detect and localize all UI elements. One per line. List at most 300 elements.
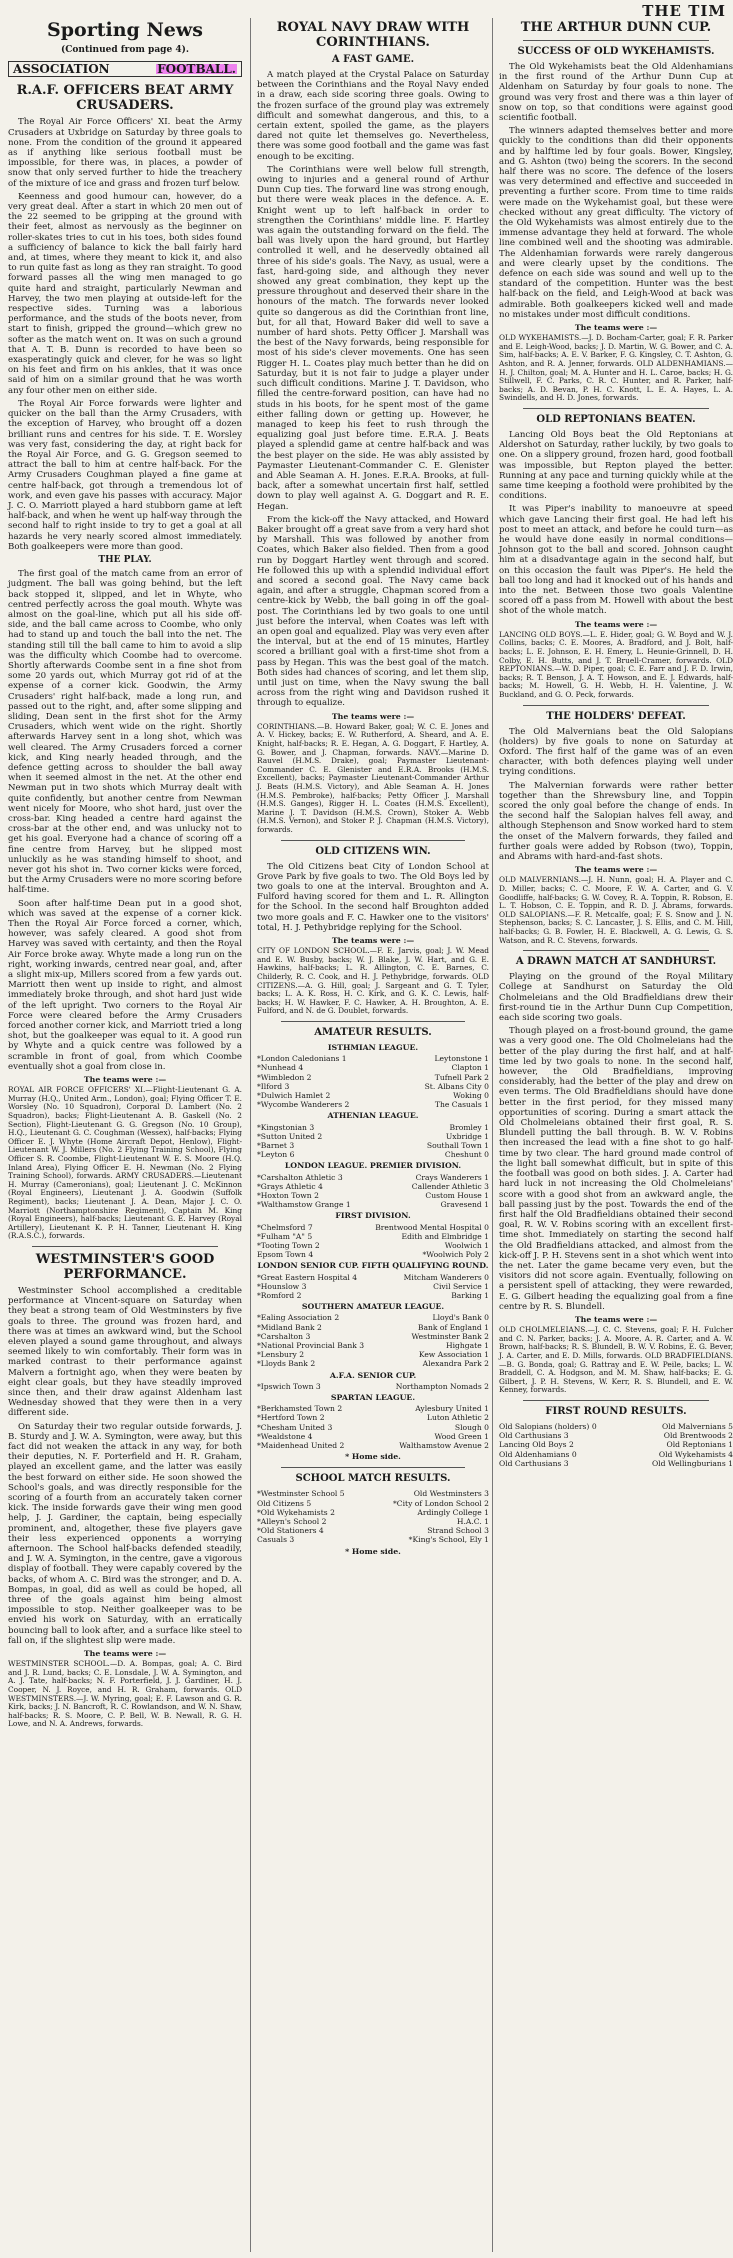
away-score: 1 (484, 1281, 489, 1291)
result-row (257, 1441, 489, 1450)
home-team: *London Caledonians (257, 1054, 340, 1064)
teams-heading: The teams were :— (574, 1314, 658, 1324)
home-score: 3 (563, 1431, 569, 1441)
column-sporting-news (8, 18, 242, 2252)
home-score: 2 (337, 1404, 343, 1414)
home-score: 2 (317, 1131, 323, 1141)
away-team-score (666, 1440, 733, 1449)
home-team-score (257, 1404, 342, 1413)
result-row (257, 1173, 489, 1182)
away-team-score (399, 1441, 489, 1450)
home-score: 2 (310, 1359, 316, 1369)
home-score: 2 (330, 1507, 335, 1517)
away-team: Gravesend (440, 1200, 482, 1210)
article-paragraph: It was Piper's inability to manoeuvre at speed which gave Lancing their first goal. He had left his post to meet an attack, and before he could turn—as he would have done easily in normal conditions—Johnson got to the ball and scored. Johnson caught him at a disadvantage again in the second half, but on this occasion the fault was Piper's. He held the ball too long and had it knocked out of his hands and into the net. Between those two goals Valentine scored off a pass from M. Howell with about the best shot of the whole match. (499, 504, 733, 617)
away-team: Slough (454, 1422, 482, 1432)
away-team-score (409, 1535, 489, 1544)
away-score: 1 (484, 1517, 489, 1527)
results-headline: AMATEUR RESULTS. (314, 1026, 432, 1038)
away-team-score (418, 1323, 489, 1332)
away-score: 1 (484, 1231, 489, 1241)
away-team: Tufnell Park (434, 1072, 482, 1082)
teams-list: CORINTHIANS.—B. Howard Baker, goal; W. C. E. Jones and A. V. Hickey, backs; E. W. Rutherford, A. Sheard, and A. E. Knight, half-backs; R. E. Hegan, A. G. Doggart, F. Hartley, A. G. Bower, and J. Chapman, forwards. NAVY.—Marine D. Rauvel (H.M.S. Drake), goal; Paymaster Lieutenant-Commander C. E. Glenister and E.R.A. Brooks (H.M.S. Excellent), backs; Paymaster Lieutenant-Commander Arthur J. Beats (H.M.S. Victory), and Able Seaman A. H. Jones (H.M.S. Pembroke), half-backs; Petty Officer J. Marshall (H.M.S. Ganges), Rigger H. L. Coates (H.M.S. Excellent), Marine J. T. Davidson (H.M.S. Crown), Stoker A. Webb (H.M.S. Vernon), and Stoker P. J. Chapman (H.M.S. Victory), forwards. (257, 721, 489, 834)
away-score: 2 (484, 1250, 489, 1260)
home-team: *Midland Bank (257, 1322, 315, 1332)
teams-list: CITY OF LONDON SCHOOL.—F. E. Jarvis, goal; J. W. Mead and E. W. Busby, backs; W. J. Blake, J. W. Hart, and G. E. Hawkins, half-backs; L. R. Allington, C. E. Barnes, C. Childerly, R. C. Cook, and H. J. Pethybridge, forwards. OLD CITIZENS.—A. G. Hill, goal; J. Sargeant and G. T. Tyler, backs; L. A. K. Ross, H. C. Kirk, and G. K. C. Lewis, half-backs; H. W. Hawker, F. C. Hawker, A. H. Broughton, A. E. Fulford, and N. de G. Doublet, forwards. (257, 946, 489, 1016)
home-team: *Tooting Town (257, 1240, 313, 1250)
away-team: *City of London School (392, 1498, 482, 1508)
article-subheadline: A FAST GAME. (331, 54, 415, 65)
article-paragraph: The Old Citizens beat City of London School at Grove Park by five goals to two. The Old Boys led by two goals to one at the interval. Broughton and A. Fulford having scored for them and L. R. Allington for the School. In the second half Broughton added two more goals and F. C. Hawker one to the visitors' total, H. J. Pethybridge replying for the School. (257, 861, 489, 933)
league-name: LONDON LEAGUE. PREMIER DIVISION. (284, 1161, 462, 1171)
away-team: Highgate (445, 1340, 482, 1350)
result-row (257, 1432, 489, 1441)
home-team: *Lloyds Bank (257, 1359, 308, 1369)
away-team-score (441, 1200, 489, 1209)
away-team-score (414, 1489, 489, 1498)
home-team: Casuals (257, 1535, 287, 1545)
home-score: 4 (318, 1181, 323, 1191)
away-team: Leytonstone (434, 1054, 482, 1064)
away-team-score (402, 1232, 489, 1241)
away-team-score (433, 1313, 489, 1322)
home-team: *Carshalton (257, 1331, 304, 1341)
result-row (257, 1232, 489, 1241)
result-row (257, 1082, 489, 1091)
away-score: 5 (728, 1421, 733, 1431)
away-team-score (434, 1432, 489, 1441)
home-score: 2 (317, 1322, 322, 1332)
away-score: 1 (484, 1140, 489, 1150)
away-team-score (451, 1291, 489, 1300)
home-score: 4 (298, 1063, 304, 1073)
away-score: 1 (484, 1290, 489, 1300)
home-score: 3 (563, 1458, 569, 1468)
league-results (257, 1313, 489, 1368)
continued-note: (Continued from page 4). (61, 45, 189, 55)
home-score: 3 (289, 1140, 295, 1150)
league-results (257, 1123, 489, 1160)
league-results (257, 1382, 489, 1391)
result-row (257, 1508, 489, 1517)
article-headline: R.A.F. OFFICERS BEAT ARMY CRUSADERS. (16, 83, 234, 114)
away-team: St. Albans City (424, 1081, 482, 1091)
home-team: *Nunhead (257, 1063, 296, 1073)
teams-list: WESTMINSTER SCHOOL.—D. A. Bompas, goal; A. C. Bird and J. R. Lund, backs; C. E. Lonsdale, J. W. A. Symington, and A. J. Tate, half-backs; N. F. Porterfield, J. J. Gardiner, H. J. Cooper, N. J. Royce, and H. R. Graham, forwards. OLD WESTMINSTERS.—J. W. Myring, goal; E. F. Lawson and G. R. Kirk, backs; J. N. Bancroft, R. C. Rowlandson, and W. N. Shaw, half-backs; R. S. Moore, C. P. Bell, W. B. Newall, R. G. H. Lowe, and N. A. Andrews, forwards. (8, 1659, 242, 1729)
home-team-score (257, 1182, 323, 1191)
home-score: 4 (318, 1526, 324, 1536)
home-score: 2 (339, 1441, 345, 1451)
away-score: 0 (484, 1272, 489, 1282)
home-team: *Ealing Association (257, 1313, 332, 1323)
home-side-note: * Home side. (345, 1546, 401, 1556)
away-score: 2 (484, 1441, 489, 1451)
result-row (257, 1141, 489, 1150)
away-score: 2 (484, 1331, 489, 1341)
away-team: Barking (451, 1290, 482, 1300)
home-score: 0 (571, 1449, 577, 1459)
amateur-results (257, 1043, 489, 1450)
home-team: *Wycombe Wanderers (257, 1100, 343, 1110)
result-row (257, 1332, 489, 1341)
away-team-score (446, 1341, 489, 1350)
home-team-score (257, 1323, 322, 1332)
away-score: 1 (484, 1431, 489, 1441)
home-team-score (257, 1082, 289, 1091)
result-row (257, 1517, 489, 1526)
home-score: 2 (569, 1440, 574, 1450)
home-team: Lancing Old Boys (499, 1440, 567, 1450)
home-team: *Kingstonian (257, 1122, 307, 1132)
article-headline: A DRAWN MATCH AT SANDHURST. (515, 956, 717, 968)
teams-heading: The teams were :— (574, 865, 658, 875)
article-paragraph: The Corinthians were well below full strength, owing to injuries and a general round of Arthur Dunn Cup ties. The forward line was strong enough, but there were weak places in the defence. A. E. Knight went up to left half-back in order to strengthen the Corinthians' middle line. F. Hartley was again the outstanding forward on the field. The ball was lively upon the hard ground, but Hartley controlled it well, and he deservedly obtained all three of his side's goals. The Navy, as usual, were a fast, hard-going side, and although they never showed any great combination, they kept up the pressure throughout and deserved their share in the honours of the match. The forwards never looked quite so dangerous as did the Corinthian front line, but, for all that, Howard Baker did well to save a number of hard shots. Petty Officer J. Marshall was the best of the Navy forwards, being responsible for most of his side's clever movements. One has seen Rigger H. L. Coates play much better than he did on Saturday, but it is not fair to judge a player under such difficult conditions. Marine J. T. Davidson, who filled the centre-forward position, can have had no studs in his boots, for he spent most of the game either falling down or getting up. However, he managed to keep his feet to rush through the equalizing goal just before time. E.R.A. J. Beats played a splendid game at centre half-back and was the best player on the side. He was ably assisted by Paymaster Lieutenant-Commander C. E. Glenister and Able Seaman A. H. Jones. E.R.A. Brooks, at full-back, after a somewhat uncertain first half, settled down to play well against A. G. Doggart and R. E. Hegan. (257, 164, 489, 512)
away-team-score (412, 1182, 489, 1191)
home-team-score (257, 1508, 335, 1517)
article-paragraph: The Malvernian forwards were rather better together than the Shrewsbury line, and Toppin scored the only goal before the change of ends. In the second half the Salopian halves fell away, and although Stephenson and Snow worked hard to stem the onset of the Malvern forwards, they failed and further goals were added by Robson (two), Toppin, and Abrams with hard-and-fast shots. (499, 780, 733, 863)
home-team-score (257, 1191, 319, 1200)
away-team: Northampton Nomads (395, 1381, 482, 1391)
away-score: 0 (484, 1150, 489, 1160)
result-row (257, 1273, 489, 1282)
result-row (257, 1423, 489, 1432)
away-score: 1 (484, 1240, 489, 1250)
home-team-score (257, 1250, 313, 1259)
away-team: Woolwich (444, 1240, 482, 1250)
divider (281, 1021, 465, 1022)
home-score: 2 (334, 1313, 340, 1323)
away-team: Wood Green (434, 1431, 482, 1441)
away-score: 1 (484, 1350, 489, 1360)
result-row (257, 1350, 489, 1359)
home-team: Old Carthusians (499, 1458, 562, 1468)
result-row (257, 1535, 489, 1544)
home-team-score (257, 1132, 322, 1141)
result-row (257, 1191, 489, 1200)
away-team-score (435, 1100, 489, 1109)
article-headline: WESTMINSTER'S GOOD PERFORMANCE. (35, 1251, 215, 1282)
away-team: Southall Town (426, 1140, 482, 1150)
away-score: 2 (484, 1359, 489, 1369)
result-row (257, 1250, 489, 1259)
away-score: 1 (484, 1322, 489, 1332)
away-team: Aylesbury United (415, 1404, 482, 1414)
home-team-score (257, 1073, 311, 1082)
home-team: *Great Eastern Hospital (257, 1272, 350, 1282)
result-row (499, 1440, 733, 1449)
away-team-score (404, 1273, 489, 1282)
article-paragraph: Playing on the ground of the Royal Military College at Sandhurst on Saturday the Old Cholmeleians and the Old Bradfieldians drew their first-round tie in the Arthur Dunn Cup Competition, each side scoring two goals. (499, 972, 733, 1024)
home-team-score (499, 1431, 569, 1440)
away-team-score (452, 1063, 489, 1072)
home-team-score (257, 1100, 349, 1109)
home-team: *Wimbledon (257, 1072, 305, 1082)
home-team: *Leyton (257, 1150, 288, 1160)
home-score: 2 (306, 1072, 312, 1082)
teams-heading: The teams were :— (574, 619, 658, 629)
article-paragraph: The winners adapted themselves better and more quickly to the conditions than did their opponents and by halftime led by four goals. Bower, Kingsley, and G. Ashton (two) being the scorers. In the second half there was no score. The defence of the losers was very determined and effective and succeeded in preventing a further score. From time to time raids were made on the Wykehamist goal, but these were checked without any great difficulty. The victory of the Old Wykehamists was almost entirely due to the immense advantage they held at forward. The whole line combined well and the shooting was admirable. The Aldenhamian forwards were rarely dangerous and were clearly upset by the conditions. The defence on each side was sound and well up to the standard of the competition. Hunter was the best half-back on the field, and Leigh-Wood at back was admirable. Both goalkeepers kicked well and made no mistakes under most difficult conditions. (499, 126, 733, 320)
home-team-score (499, 1459, 569, 1468)
article-headline: OLD REPTONIANS BEATEN. (536, 414, 696, 426)
teams-heading: The teams were :— (83, 1075, 167, 1085)
away-team: Clapton (451, 1063, 482, 1073)
away-score: 1 (484, 1507, 489, 1517)
teams-heading: The teams were :— (331, 935, 415, 945)
home-team: *Chesham United (257, 1422, 326, 1432)
away-team-score (412, 1332, 490, 1341)
home-score: 3 (337, 1172, 343, 1182)
article-paragraph: The Royal Air Force forwards were lighter and quicker on the ball than the Army Crusaders, with the exception of Harvey, who brought off a dozen brilliant runs and centres for his side. T. E. Worsley was very fast, considering the day, at right back for the Royal Air Force, and G. G. Gregson seemed to attract the ball to him at centre half-back. For the Army Crusaders Coughman played a fine game at centre half-back, got through a tremendous lot of work, and even gave his passes with accuracy. Major J. C. O. Marriott played a hard stubborn game at left half-back, and when he went up half-way through the second half to right inside to try to get a goal at all hazards he very nearly scored almost immediately. Both goalkeepers were more than good. (8, 398, 242, 552)
home-score: 2 (314, 1240, 320, 1250)
home-team: *Old Stationers (257, 1526, 317, 1536)
association-football-banner (8, 61, 242, 77)
home-team: Epsom Town (257, 1250, 306, 1260)
league-results (257, 1223, 489, 1260)
away-team: Old Malvernians (662, 1421, 726, 1431)
home-team-score (257, 1432, 312, 1441)
home-team-score (257, 1123, 314, 1132)
home-team-score (257, 1173, 343, 1182)
home-team-score (257, 1517, 326, 1526)
away-team: Strand School (427, 1526, 482, 1536)
away-team: Old Wellingburians (651, 1458, 726, 1468)
result-row (257, 1054, 489, 1063)
away-score: 3 (484, 1526, 489, 1536)
away-score: 0 (484, 1081, 489, 1091)
away-team: Old Brentwoods (663, 1431, 726, 1441)
result-row (257, 1323, 489, 1332)
divider (281, 1467, 465, 1468)
away-score: 3 (484, 1489, 489, 1499)
result-row (257, 1123, 489, 1132)
home-team-score (499, 1440, 574, 1449)
away-score: 1 (484, 1190, 489, 1200)
result-row (257, 1359, 489, 1368)
result-row (257, 1313, 489, 1322)
home-team: *Alleyn's School (257, 1517, 320, 1527)
away-score: 1 (728, 1458, 733, 1468)
home-score: 2 (314, 1190, 319, 1200)
league-name: ISTHMIAN LEAGUE. (327, 1042, 419, 1052)
away-team-score (423, 1359, 489, 1368)
away-score: 2 (484, 1381, 489, 1391)
away-team-score (434, 1054, 489, 1063)
away-score: 0 (484, 1090, 489, 1100)
away-team: Old Westminsters (413, 1489, 482, 1499)
home-team-score (257, 1063, 303, 1072)
result-row (257, 1100, 489, 1109)
home-team: *Wealdstone (257, 1431, 306, 1441)
column-navy-amateur (250, 18, 489, 2252)
result-row (257, 1182, 489, 1191)
masthead: THE TIM (642, 2, 726, 20)
teams-heading: The teams were :— (574, 323, 658, 333)
result-row (257, 1091, 489, 1100)
home-team: *Dulwich Hamlet (257, 1090, 324, 1100)
home-team: Old Salopians (holders) (499, 1421, 590, 1431)
away-team: Bank of England (417, 1322, 482, 1332)
away-team: Lloyd's Bank (432, 1313, 482, 1323)
home-team: *Ilford (257, 1081, 283, 1091)
away-team: The Casuals (434, 1100, 482, 1110)
home-team-score (257, 1232, 312, 1241)
away-team-score (659, 1450, 733, 1459)
home-team: *Old Wykehamists (257, 1507, 328, 1517)
home-score: 3 (301, 1281, 307, 1291)
home-team-score (257, 1423, 332, 1432)
away-team-score (433, 1282, 489, 1291)
result-row (257, 1499, 489, 1508)
away-team: Westminster Bank (411, 1331, 482, 1341)
home-team-score (257, 1313, 339, 1322)
home-team-score (257, 1150, 294, 1159)
away-team-score (419, 1350, 489, 1359)
away-team-score (445, 1241, 489, 1250)
home-score: 3 (327, 1422, 333, 1432)
away-score: 4 (728, 1449, 733, 1459)
away-score: 1 (484, 1054, 489, 1064)
article-paragraph: A match played at the Crystal Palace on Saturday between the Corinthians and the Royal Navy ended in a draw, each side scoring three goals. Owing to the frozen surface of the ground play was extremely difficult and somewhat dangerous, and this, to a certain extent, spoiled the game, as the players dared not quite let themselves go. Nevertheless, there was some good football and the game was fast enough to be exciting. (257, 70, 489, 162)
teams-heading: The teams were :— (83, 1649, 167, 1659)
divider (523, 705, 709, 706)
away-team-score (416, 1173, 489, 1182)
away-team-score (445, 1150, 489, 1159)
league-name: A.F.A. SENIOR CUP. (329, 1370, 417, 1380)
home-team: *Maidenhead United (257, 1441, 338, 1451)
away-team-score (415, 1404, 489, 1413)
away-team: Ardingly College (417, 1507, 482, 1517)
article-subheadline: SUCCESS OF OLD WYKEHAMISTS. (517, 46, 715, 57)
home-team-score (257, 1241, 320, 1250)
home-score: 2 (325, 1090, 331, 1100)
home-score: 1 (341, 1054, 347, 1064)
away-team-score (450, 1123, 489, 1132)
result-row (257, 1282, 489, 1291)
teams-list: OLD CHOLMELEIANS.—J. C. C. Stevens, goal; F. H. Fulcher and C. N. Parker, backs; J. A. Moore, A. R. Carter, and A. W. Brown, half-backs; R. S. Blundell, B. W. V. Robins, E. G. Bever, J. A. Carter, and E. D. Mills, forwards. OLD BRADFIELDIANS.—B. G. Bonda, goal; G. Rattray and E. W. Peile, backs; L. W. Braddell, C. A. Hodgson, and M. M. Shaw, half-backs; E. G. Gilbert, J. P. H. Stevens, W. Kerr, R. S. Blundell, and E. W. Kenney, forwards. (499, 1325, 733, 1395)
article-paragraph: Soon after half-time Dean put in a good shot, which was saved at the expense of a corner kick. Then the Royal Air Force forced a corner, which, however, was safely cleared. A good shot from Harvey was saved with certainty, and then the Royal Air Force broke away. Whyte made a long run on the right, working inwards, centred near goal, and, after a slight mix-up, Millers scored from a few yards out. Marriott then went up inside to right, and almost immediately broke through, and shot hard just wide of the left upright. Two corners to the Royal Air Force were cleared before the Army Crusaders forced another corner kick, and Marriott tried a long shot, but the goalkeeper was equal to it. A good run by Whyte and a quick centre was followed by a scramble in front of goal, from which Coombe eventually shot a goal from close in. (8, 898, 242, 1072)
result-row (257, 1132, 489, 1141)
home-score: 3 (289, 1535, 295, 1545)
away-team-score (422, 1250, 489, 1259)
home-team: *Carshalton Athletic (257, 1172, 336, 1182)
home-score: 5 (339, 1489, 345, 1499)
home-team: *Chelmsford (257, 1222, 306, 1232)
away-team-score (427, 1526, 489, 1535)
home-score: 5 (307, 1231, 313, 1241)
teams-heading: The teams were :— (331, 711, 415, 721)
result-row (499, 1459, 733, 1468)
article-paragraph: The Old Malvernians beat the Old Salopians (holders) by five goals to none on Saturday at Oxford. The first half of the game was of an even character, with both defences playing well under trying conditions. (499, 726, 733, 778)
result-row (499, 1431, 733, 1440)
home-score: 0 (591, 1421, 597, 1431)
article-headline: THE HOLDERS' DEFEAT. (546, 710, 686, 722)
league-name: ATHENIAN LEAGUE. (327, 1111, 419, 1121)
home-score: 2 (321, 1517, 327, 1527)
home-score: 3 (284, 1081, 290, 1091)
divider (32, 1246, 218, 1247)
away-team-score (662, 1422, 733, 1431)
away-team-score (427, 1141, 489, 1150)
home-team-score (257, 1350, 304, 1359)
teams-list: OLD WYKEHAMISTS.—J. D. Bocham-Carter, goal; F. R. Parker and E. Leigh-Wood, backs; J. D. Martin, W. G. Bower, and C. A. Sim, half-backs; A. E. V. Barker, F. G. Kingsley, C. T. Ashton, G. Ashton, and R. A. Jenner, forwards. OLD ALDENHAMIANS.—H. J. Chilton, goal; M. A. Hunter and H. L. Caroe, backs; H. G. Stillwell, F. C. Parks, C. R. C. Hunter, and R. Parker, half-backs; A. D. Bevan, P. H. C. Knott, L. E. A. Hayes, L. A. Swindells, and H. D. Jones, forwards. (499, 333, 733, 403)
away-score: 1 (484, 1535, 489, 1545)
league-results (257, 1404, 489, 1450)
away-team: H.A.C. (456, 1517, 482, 1527)
home-score: 2 (319, 1413, 325, 1423)
away-team: Custom House (425, 1190, 482, 1200)
result-row (257, 1150, 489, 1159)
home-team-score (257, 1489, 345, 1498)
home-team-score (257, 1282, 306, 1291)
away-team: Crays Wanderers (415, 1172, 482, 1182)
result-row (257, 1341, 489, 1350)
away-score: 3 (484, 1181, 489, 1191)
home-score: 2 (299, 1350, 305, 1360)
away-team-score (435, 1073, 489, 1082)
away-score: 1 (484, 1122, 489, 1132)
away-team-score (425, 1191, 489, 1200)
home-team-score (257, 1223, 313, 1232)
home-team: *National Provincial Bank (257, 1340, 357, 1350)
home-team: *Grays Athletic (257, 1181, 316, 1191)
away-team-score (446, 1132, 489, 1141)
article-headline: ROYAL NAVY DRAW WITH CORINTHIANS. (276, 20, 470, 50)
home-score: 4 (308, 1250, 314, 1260)
result-row (257, 1073, 489, 1082)
away-score: 1 (484, 1340, 489, 1350)
away-score: 2 (484, 1413, 489, 1423)
article-paragraph: The first goal of the match came from an error of judgment. The ball was going behind, but the left back stopped it, slipped, and let in Whyte, who centred perfectly across the goal mouth. Whyte was almost on the goal-line, which put all his side off-side, and the ball came across to Coombe, who only had to stand up and touch the ball into the net. The standing still till the ball came to him to avoid a slip was the difficulty which Coombe had to overcome. Shortly afterwards Coombe sent in a fine shot from some 20 yards out, which Murray got rid of at the expense of a corner kick. Goodwin, the Army Crusaders' right half-back, made a long run, and passed out to the right, and, after some slipping and sliding, Dean sent in the first shot for the Army Crusaders, which went wide on the right. Shortly afterwards Harvey sent in a long shot, which was well cleared. The Army Crusaders forced a corner kick, and King nearly headed through, and the defence getting across to shoulder the ball away when it seemed almost in the net. At the other end Newman put in two shots which Murray dealt with quite confidently, but another centre from Newman went nicely for Moore, who shot hard, just over the cross-bar. King headed a centre hard against the cross-bar at the other end, and was unlucky not to get his goal. Everyone had a chance of scoring off a fine centre from Harvey, but he slipped most unluckily as he was standing himself to shoot, and never got his shot in. Two corner kicks were forced, but the Army Crusaders were no more scoring before half-time. (8, 569, 242, 896)
home-score: 4 (307, 1431, 313, 1441)
home-score: 3 (359, 1340, 365, 1350)
away-team-score (457, 1517, 489, 1526)
article-paragraph: The Old Wykehamists beat the Old Aldenhamians in the first round of the Arthur Dunn Cup at Aldenham on Saturday by four goals to none. The ground was very frost and there was a thin layer of snow on top, so that conditions were against good scientific football. (499, 62, 733, 124)
home-team: *Hounslow (257, 1281, 300, 1291)
result-row (257, 1241, 489, 1250)
home-score: 3 (305, 1331, 311, 1341)
home-team-score (257, 1413, 325, 1422)
home-team: *Romford (257, 1290, 295, 1300)
home-team-score (257, 1535, 294, 1544)
league-name: FIRST DIVISION. (335, 1211, 411, 1221)
home-side-note: * Home side. (345, 1452, 401, 1462)
away-score: 0 (484, 1313, 489, 1323)
home-team-score (257, 1200, 351, 1209)
home-score: 6 (289, 1150, 295, 1160)
away-team-score (417, 1508, 489, 1517)
home-score: 5 (306, 1498, 312, 1508)
away-team-score (453, 1091, 489, 1100)
home-team-score (257, 1341, 364, 1350)
home-team-score (499, 1450, 577, 1459)
article-paragraph: Keenness and good humour can, however, do a very great deal. After a start in which 20 men out of the 22 seemed to be gripping at the ground with their feet, almost as nervously as the beginner on roller-skates tries to cut in his toes, both sides found a sufficiency of balance to kick the ball fairly hard and, at times, where they meant to kick it, and also to run quite fast as long as they ran straight. To good forward passes all the wing men managed to go quite hard and straight, particularly Newman and Harvey, the two men playing at outside-left for the respective sides. Turning was a laborious performance, and the studs of the boots never, from start to finish, gripped the ground—which grew no softer as the match went on. It was on such a ground that A. T. B. Dunn is recorded to have been so exasperatingly quick and clever, for he was so light on his feet and firm on his ankles, that it was once said of him on a similar ground that he was worth any four other men on either side. (8, 191, 242, 396)
home-team: *Hoxton Town (257, 1190, 312, 1200)
football-highlight: FOOTBALL. (157, 62, 236, 77)
article-paragraph: The Royal Air Force Officers' XI. beat the Army Crusaders at Uxbridge on Saturday by three goals to none. From the condition of the ground it appeared as if anything like serious football must be impossible, for there was, in places, a powder of snow that only served further to hide the treachery of the mixture of ice and grass and frozen turf below. (8, 117, 242, 189)
away-team: Uxbridge (445, 1131, 482, 1141)
away-score: 0 (484, 1422, 489, 1432)
divider (523, 408, 709, 409)
result-row (257, 1223, 489, 1232)
away-team: Luton Athletic (426, 1413, 482, 1423)
league-name: SPARTAN LEAGUE. (330, 1393, 416, 1402)
away-score: 0 (484, 1222, 489, 1232)
league-name: LONDON SENIOR CUP. FIFTH QUALIFYING ROUND. (257, 1261, 489, 1271)
home-score: 2 (296, 1290, 302, 1300)
home-team-score (257, 1291, 301, 1300)
away-team-score (375, 1223, 489, 1232)
result-row (257, 1291, 489, 1300)
